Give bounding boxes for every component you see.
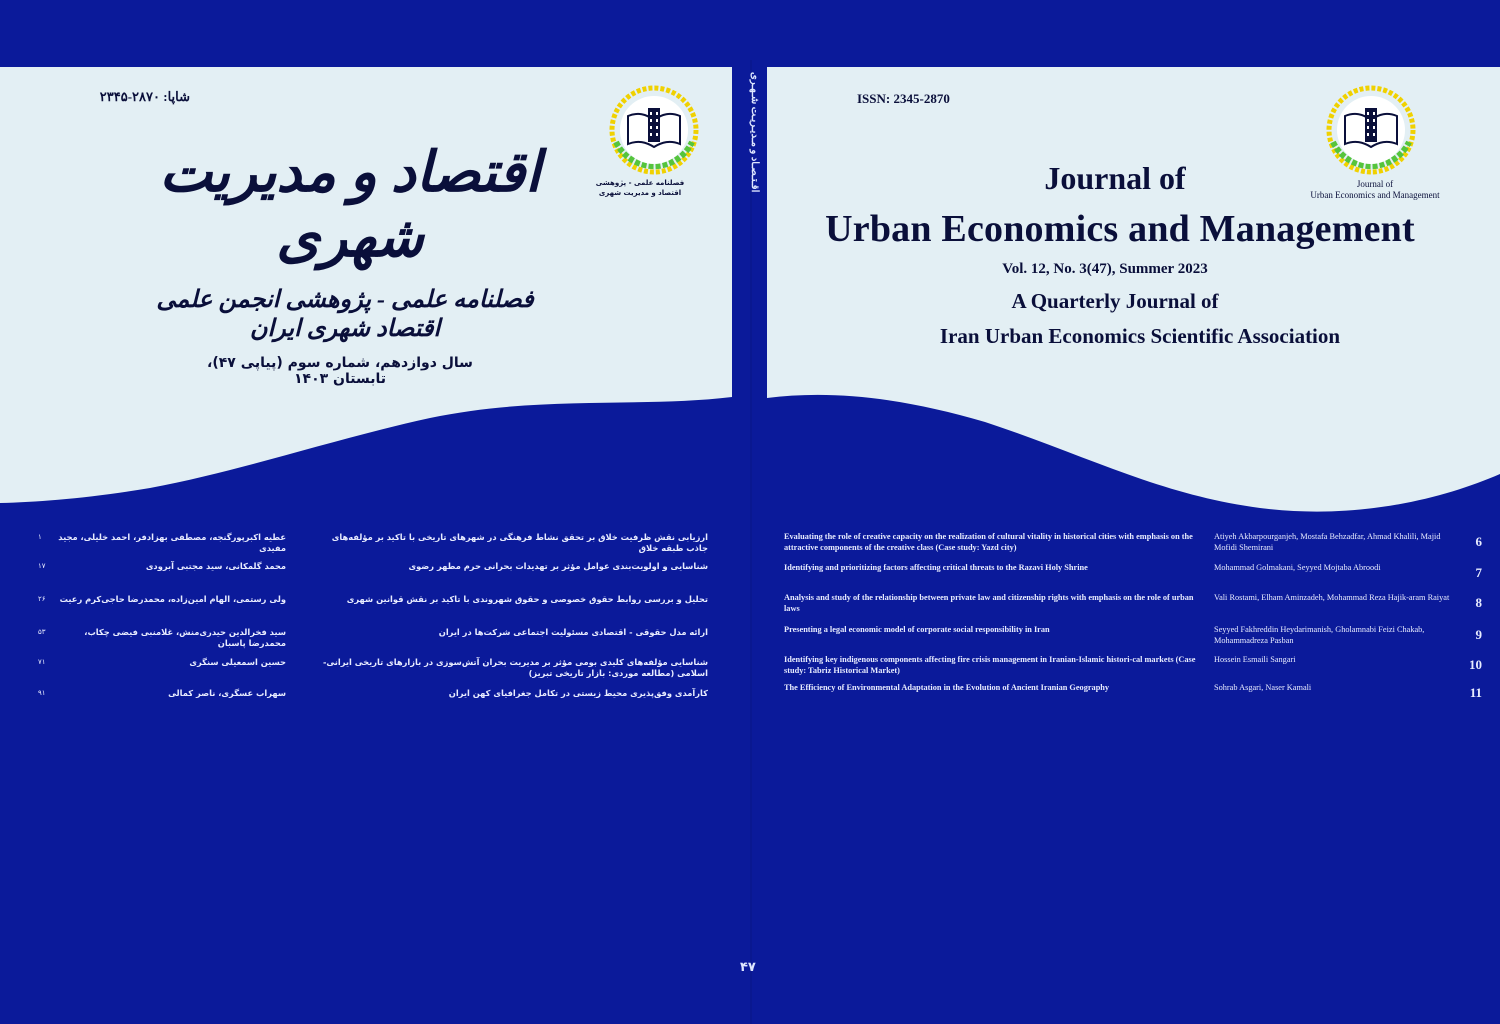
spine-page-number: ۴۷ <box>740 960 756 975</box>
toc-en-page: 8 <box>1475 595 1482 610</box>
toc-en-title: Evaluating the role of creative capacity on the realization of cultural vitality in historical cities with emphasis on the attractive components of the creative class (Case study: Yazd city) <box>784 532 1193 552</box>
toc-fa-item <box>36 594 708 618</box>
toc-en-page: 9 <box>1475 627 1482 642</box>
toc-en-title: Identifying and prioritizing factors affecting critical threats to the Razavi Holy Shrine <box>784 563 1088 572</box>
toc-en-authors: Seyyed Fakhreddin Heydarimanish, Gholamnabi Feizi Chakab, Mohammadreza Pasban <box>1214 625 1425 645</box>
issn-english: ISSN: 2345-2870 <box>857 91 950 106</box>
toc-fa-item <box>36 657 708 681</box>
toc-fa-authors: محمد گلمکانی، سید مجتبی آبرودی <box>145 561 286 571</box>
toc-fa-authors: عطیه اکبرپورگنجه، مصطفی بهزادفر، احمد خلیلی، مجید مفیدی <box>58 532 286 553</box>
toc-en-title: Analysis and study of the relationship between private law and citizenship rights with emphasis on the role of urban laws <box>784 593 1194 613</box>
toc-en-authors: Atiyeh Akbarpourganjeh, Mostafa Behzadfar, Ahmad Khalili, Majid Mofidi Shemirani <box>1214 532 1441 552</box>
toc-fa-title: کارآمدی وفق‌پذیری محیط زیستی در تکامل جغرافیای کهن ایران <box>448 688 708 698</box>
toc-en-authors: Sohrab Asgari, Naser Kamali <box>1214 683 1312 692</box>
toc-en-page: 10 <box>1469 657 1482 672</box>
toc-en-item <box>784 593 1480 617</box>
toc-fa-title: شناسایی مؤلفه‌های کلیدی بومی مؤثر بر مدیریت بحران آتش‌سوزی در بازارهای تاریخی ایرانی-اسلامی (مطالعه موردی: بازار تاریخی تبریز) <box>322 657 708 678</box>
persian-logo-caption-line1: فصلنامه علمی - پژوهشی <box>595 179 685 187</box>
toc-en-authors: Mohammad Golmakani, Seyyed Mojtaba Abroodi <box>1214 563 1381 572</box>
toc-fa-title: ارائه مدل حقوقی - اقتصادی مسئولیت اجتماعی شرکت‌ها در ایران <box>438 627 708 637</box>
toc-en-title: Presenting a legal economic model of corporate social responsibility in Iran <box>784 625 1050 634</box>
toc-fa-title: شناسایی و اولویت‌بندی عوامل مؤثر بر تهدیدات بحرانی حرم مطهر رضوی <box>408 561 708 571</box>
toc-fa-item <box>36 627 708 651</box>
toc-fa-page: ۲۶ <box>38 595 46 603</box>
issn-persian: شاپا: ۲۸۷۰-۲۳۴۵ <box>99 89 190 104</box>
toc-fa-title: ارزیابی نقش ظرفیت خلاق بر تحقق نشاط فرهنگی در شهرهای تاریخی با تاکید بر مؤلفه‌های جاذب طبقه خلاق <box>331 532 708 553</box>
toc-fa-title: تحلیل و بررسی روابط حقوق خصوصی و حقوق شهروندی با تاکید بر نقش قوانین شهری <box>346 594 708 604</box>
journal-of-heading: Journal of <box>1044 160 1186 196</box>
toc-fa-authors: سید فخرالدین حیدری‌منش، غلامنبی فیضی چکاب، محمدرضا پاسبان <box>84 627 286 648</box>
english-logo <box>1325 84 1417 176</box>
toc-fa-page: ۷۱ <box>38 658 46 666</box>
toc-fa-authors: حسین اسمعیلی سنگری <box>189 657 286 667</box>
persian-volume-info: سال دوازدهم، شماره سوم (پیاپی ۴۷)، تابستان ۱۴۰۳ <box>207 355 473 387</box>
persian-journal-subtitle: فصلنامه علمی - پژوهشی انجمن علمی اقتصاد شهری ایران <box>156 287 534 342</box>
toc-en-item <box>784 683 1480 707</box>
english-logo-caption <box>1300 179 1450 201</box>
spine-title: اقـتـصـاد و مـدیـریـت شـهـری <box>749 72 760 193</box>
english-volume-info: Vol. 12, No. 3(47), Summer 2023 <box>1002 261 1208 277</box>
persian-logo-caption-line2: اقتصاد و مدیریت شهری <box>598 189 682 197</box>
toc-fa-page: ۱۷ <box>38 562 46 570</box>
persian-journal-title: اقتصاد و مدیریت شهری <box>159 142 541 269</box>
toc-en-item <box>784 655 1480 679</box>
persian-logo <box>608 84 700 176</box>
toc-en-page: 6 <box>1475 534 1482 549</box>
quarterly-heading: A Quarterly Journal of <box>1011 289 1219 313</box>
toc-en-page: 7 <box>1475 565 1482 580</box>
toc-fa-page: ۹۱ <box>38 689 46 697</box>
toc-fa-item <box>36 561 708 585</box>
toc-en-item <box>784 532 1480 556</box>
toc-fa-authors: سهراب عسگری، ناصر کمالی <box>168 688 286 698</box>
book-tower-seal-icon <box>608 84 700 176</box>
toc-en-authors: Vali Rostami, Elham Aminzadeh, Mohammad Reza Hajik-aram Raiyat <box>1214 593 1450 602</box>
toc-en-authors: Hossein Esmaili Sangari <box>1214 655 1296 664</box>
toc-fa-page: ۱ <box>38 533 42 541</box>
association-heading: Iran Urban Economics Scientific Association <box>939 324 1341 348</box>
toc-fa-item <box>36 532 708 556</box>
toc-en-page: 11 <box>1469 685 1482 700</box>
book-tower-seal-icon <box>1325 84 1417 176</box>
toc-fa-item <box>36 688 708 712</box>
journal-name-heading: Urban Economics and Management <box>825 208 1415 250</box>
english-logo-caption-line1: Journal of <box>1356 179 1394 189</box>
toc-en-item <box>784 563 1480 587</box>
english-logo-caption-line2: Urban Economics and Management <box>1310 190 1440 200</box>
persian-logo-caption <box>590 178 690 198</box>
toc-en-item <box>784 625 1480 649</box>
toc-en-title: Identifying key indigenous components affecting fire crisis management in Iranian-Islamic histori-cal markets (Case study: Tabriz Historical Market) <box>784 655 1196 675</box>
toc-fa-authors: ولی رستمی، الهام امین‌زاده، محمدرضا حاجی‌کرم رعیت <box>59 594 286 604</box>
toc-en-title: The Efficiency of Environmental Adaptation in the Evolution of Ancient Iranian Geography <box>784 683 1110 692</box>
toc-fa-page: ۵۳ <box>38 628 46 636</box>
